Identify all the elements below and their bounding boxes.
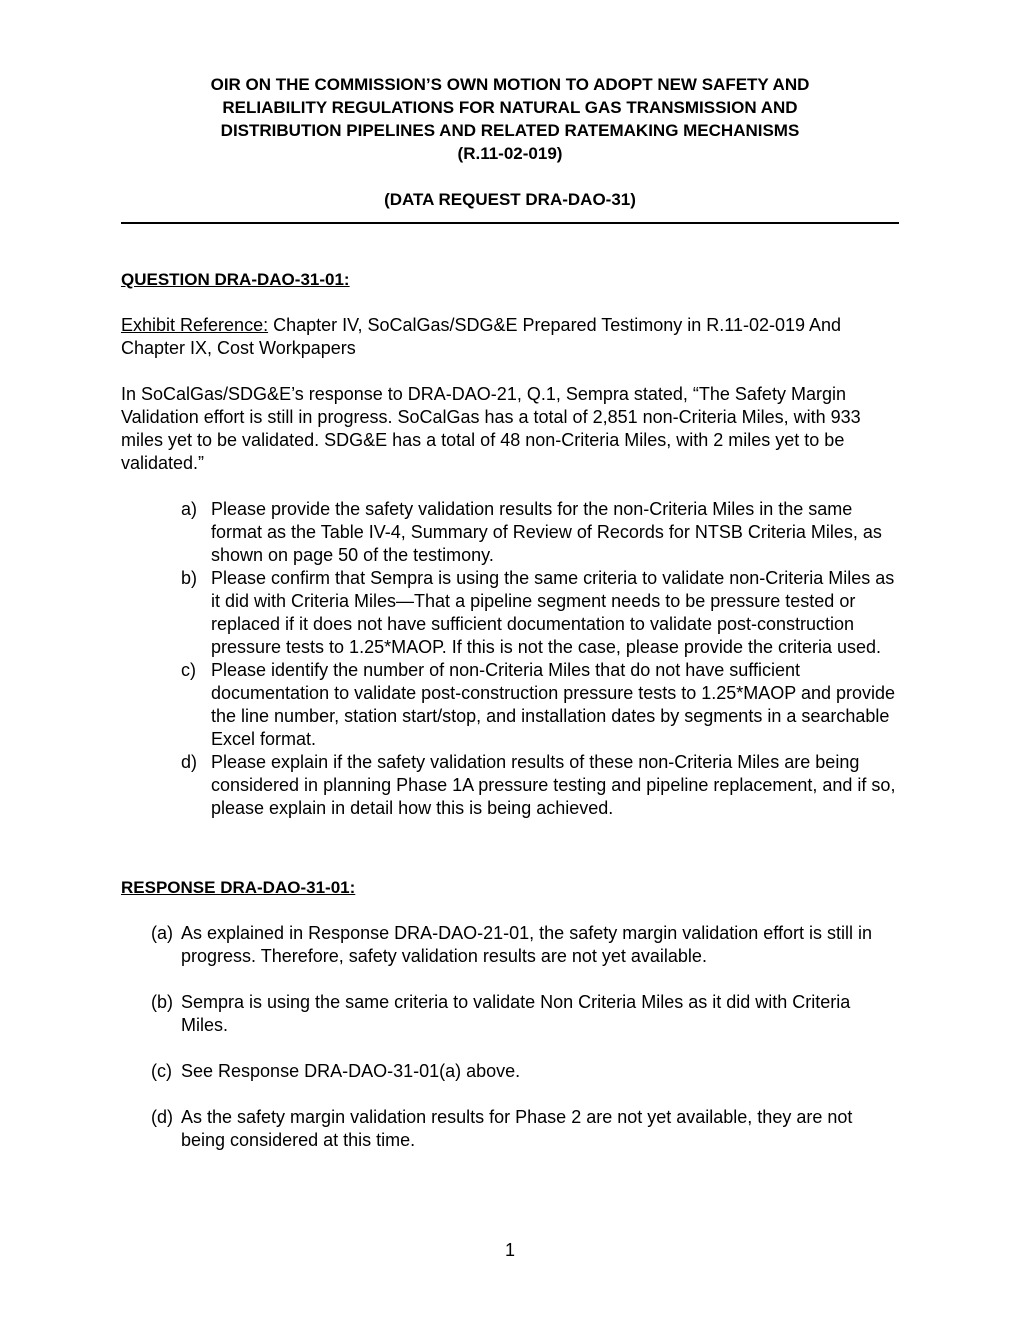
document-header: [130, 73, 890, 211]
question-item-text: Please confirm that Sempra is using the same criteria to validate non-Criteria Miles as it did with Criteria Miles—That a pipeline segment needs to be pressure tested or replaced if it does not have sufficient documentation to validate post-construction pressure tests to 1.25*MAOP. If this is not the case, please provide the criteria used.: [211, 568, 895, 657]
question-item-a: [121, 498, 899, 567]
question-item-marker: c): [181, 660, 196, 680]
response-item-b: [121, 991, 899, 1037]
question-item-d: [121, 751, 899, 820]
question-intro: In SoCalGas/SDG&E’s response to DRA-DAO-21, Q.1, Sempra stated, “The Safety Margin Validation effort is still in progress. SoCalGas has a total of 2,851 non-Criteria Miles, with 933 miles yet to be validated. SDG&E has a total of 48 non-Criteria Miles, with 2 miles yet to be validated.”: [121, 384, 861, 473]
question-heading: QUESTION DRA-DAO-31-01:: [121, 270, 350, 289]
data-request-label: (DATA REQUEST DRA-DAO-31): [384, 190, 636, 209]
question-item-text: Please provide the safety validation results for the non-Criteria Miles in the same format as the Table IV-4, Summary of Review of Records for NTSB Criteria Miles, as shown on page 50 of the testimony.: [211, 499, 882, 565]
document-page: [121, 73, 899, 1175]
title-line-1: OIR ON THE COMMISSION’S OWN MOTION TO ADOPT NEW SAFETY AND: [210, 75, 810, 94]
response-item-text: See Response DRA-DAO-31-01(a) above.: [181, 1061, 521, 1081]
question-item-text: Please explain if the safety validation results of these non-Criteria Miles are being considered in planning Phase 1A pressure testing and pipeline replacement, and if so, please explain in detail how this is being achieved.: [211, 752, 896, 818]
title-line-3: DISTRIBUTION PIPELINES AND RELATED RATEMAKING MECHANISMS: [220, 121, 800, 140]
response-heading: RESPONSE DRA-DAO-31-01:: [121, 878, 356, 897]
response-item-text: Sempra is using the same criteria to validate Non Criteria Miles as it did with Criteria Miles.: [181, 992, 851, 1035]
question-item-marker: b): [181, 568, 198, 588]
exhibit-reference-label: Exhibit Reference:: [121, 315, 269, 335]
response-item-d: [121, 1106, 899, 1152]
response-item-c: [121, 1060, 899, 1083]
question-item-c: [121, 659, 899, 751]
page-number: 1: [504, 1240, 515, 1260]
response-item-marker: (a): [151, 923, 173, 943]
response-item-text: As the safety margin validation results for Phase 2 are not yet available, they are not being considered at this time.: [181, 1107, 853, 1150]
question-list: [121, 498, 899, 820]
header-divider: [121, 222, 899, 224]
exhibit-reference: [121, 314, 899, 360]
title-line-2: RELIABILITY REGULATIONS FOR NATURAL GAS TRANSMISSION AND: [222, 98, 798, 117]
response-item-text: As explained in Response DRA-DAO-21-01, the safety margin validation effort is still in progress. Therefore, safety validation results are not yet available.: [181, 923, 872, 966]
response-item-marker: (c): [151, 1061, 172, 1081]
response-item-marker: (b): [151, 992, 173, 1012]
question-item-marker: d): [181, 752, 198, 772]
response-list: [121, 922, 899, 1152]
exhibit-reference-text: Chapter IV, SoCalGas/SDG&E Prepared Testimony in R.11-02-019 And Chapter IX, Cost Workpapers: [121, 315, 842, 358]
question-item-marker: a): [181, 499, 198, 519]
response-item-marker: (d): [151, 1107, 173, 1127]
title-line-4: (R.11-02-019): [457, 144, 563, 163]
question-item-text: Please identify the number of non-Criteria Miles that do not have sufficient documentation to validate post-construction pressure tests to 1.25*MAOP and provide the line number, station start/stop, and installation dates by segments in a searchable Excel format.: [211, 660, 896, 749]
response-item-a: [121, 922, 899, 968]
question-item-b: [121, 567, 899, 659]
